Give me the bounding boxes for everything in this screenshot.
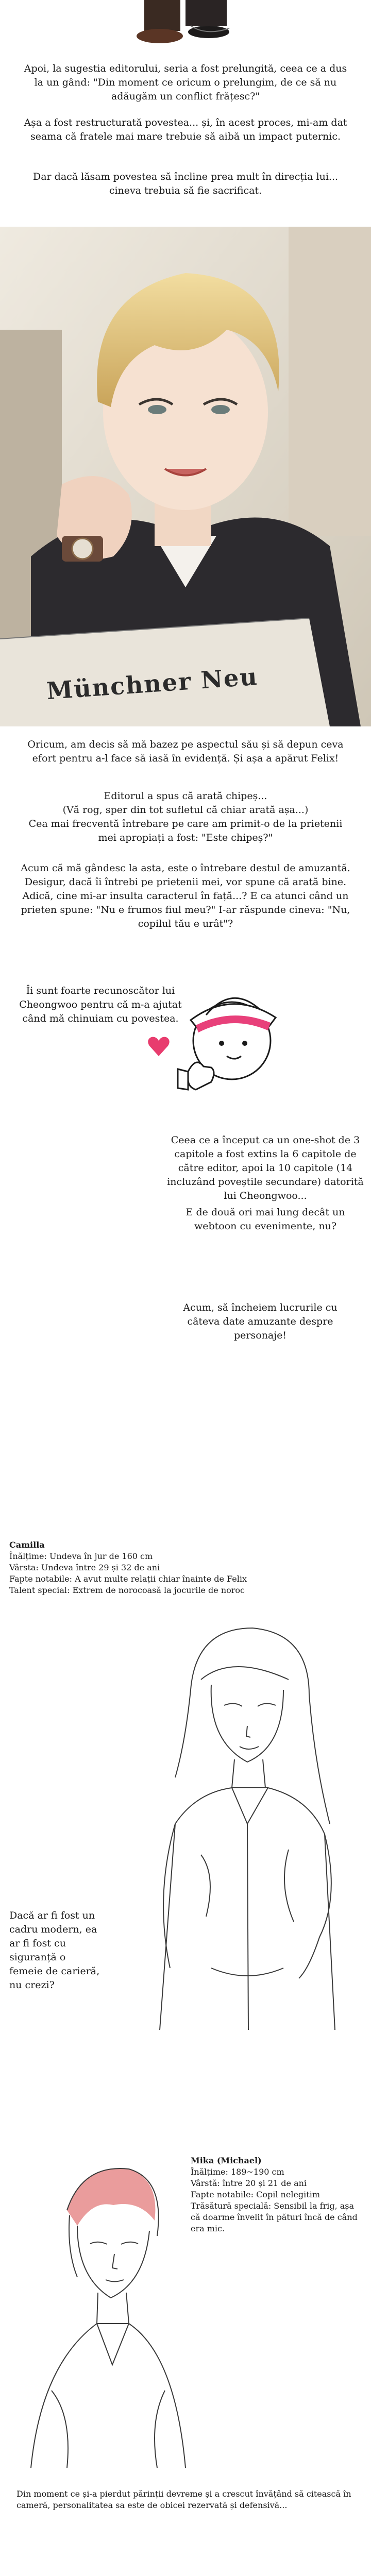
camilla-sketch-illustration: [113, 1607, 371, 2030]
camilla-sketch: [113, 1607, 371, 2030]
intro-paragraph-1: Apoi, la sugestia editorului, seria a fost prelungită, ceea ce a dus la un gând: "Din moment ce oricum o prelungim, de ce să nu adăugăm un conflict frățesc?": [24, 63, 347, 102]
oneshot-paragraph-2: E de două ori mai lung decât un webtoon cu evenimente, nu?: [185, 1207, 345, 1232]
camilla-notable: Fapte notabile: A avut multe relații chiar înainte de Felix: [9, 1574, 247, 1584]
felix-portrait-illustration: [0, 227, 371, 726]
mika-notable: Fapte notabile: Copil nelegitim: [191, 2190, 320, 2199]
top-panel-fragment: [124, 0, 247, 46]
mika-sketch: [21, 2148, 196, 2468]
felix-manga-panel: [0, 227, 371, 726]
camilla-height: Înălțime: Undeva în jur de 160 cm: [9, 1551, 153, 1561]
mika-trait: Trăsătură specială: Sensibil la frig, așa că doarme învelit în pături încă de când era mic.: [191, 2201, 358, 2233]
camilla-info-block: [9, 1539, 365, 1596]
heart-icon: [148, 1037, 169, 1056]
mika-name: Mika (Michael): [191, 2156, 262, 2165]
closing-text: Acum, să încheiem lucrurile cu câteva date amuzante despre personaje!: [183, 1302, 338, 1341]
mika-height: Înălțime: 189~190 cm: [191, 2167, 284, 2177]
felix-paragraph-1: Oricum, am decis să mă bazez pe aspectul său și să depun ceva efort pentru a-l face să iasă în evidență. Și așa a apărut Felix!: [27, 739, 344, 764]
felix-paragraph-3: Acum că mă gândesc la asta, este o întrebare destul de amuzantă. Desigur, dacă îi întrebi pe prietenii mei, vor spune că arată bine. Adică, cine mi-ar insulta caracterul în față...? E ca atunci când un prieten spune: "Nu e frumos fiul meu?" I-ar răspunde cineva: "Nu, copilul tău e urât"?: [21, 862, 350, 929]
author-doodle: [139, 979, 294, 1113]
felix-paragraph-2a: Editorul a spus că arată chipeș...: [104, 790, 267, 802]
character-legs-illustration: [124, 0, 247, 46]
hat-face-doodle-illustration: [139, 979, 294, 1113]
mika-age: Vârstă: între 20 și 21 de ani: [191, 2178, 307, 2188]
mika-caption: Din moment ce și-a pierdut părinții devreme și a crescut învățând să citească în cameră, personalitatea sa este de obicei rezervată și defensivă...: [16, 2489, 351, 2510]
felix-paragraph-2c: Cea mai frecventă întrebare pe care am primit-o de la prietenii mei apropiați a fost: "Este chipeș?": [28, 818, 343, 843]
gratitude-text: Îi sunt foarte recunoscător lui Cheongwoo pentru că m-a ajutat când mă chinuiam cu povestea.: [19, 985, 182, 1024]
mika-info-block: [191, 2155, 366, 2234]
intro-paragraph-2: Așa a fost restructurată povestea... și, în acest proces, mi-am dat seama că fratele mai mare trebuie să aibă un impact puternic.: [24, 117, 347, 142]
camilla-age: Vârsta: Undeva între 29 și 32 de ani: [9, 1563, 160, 1572]
newspaper-masthead: Münchner Neu: [45, 662, 259, 705]
camilla-caption: Dacă ar fi fost un cadru modern, ea ar fi fost cu siguranță o femeie de carieră, nu crezi?: [9, 1910, 100, 1991]
oneshot-paragraph-1: Ceea ce a început ca un one-shot de 3 capitole a fost extins la 6 capitole de către editor, apoi la 10 capitole (14 incluzând poveștile secundare) datorită lui Cheongwoo...: [167, 1134, 364, 1201]
camilla-name: Camilla: [9, 1540, 45, 1550]
intro-paragraph-3: Dar dacă lăsam povestea să încline prea mult în direcția lui... cineva trebuia să fie sacrificat.: [32, 171, 339, 196]
felix-paragraph-2b: (Vă rog, sper din tot sufletul că chiar arată așa...): [62, 804, 309, 816]
mika-sketch-illustration: [21, 2148, 196, 2468]
camilla-talent: Talent special: Extrem de norocoasă la jocurile de noroc: [9, 1585, 245, 1595]
